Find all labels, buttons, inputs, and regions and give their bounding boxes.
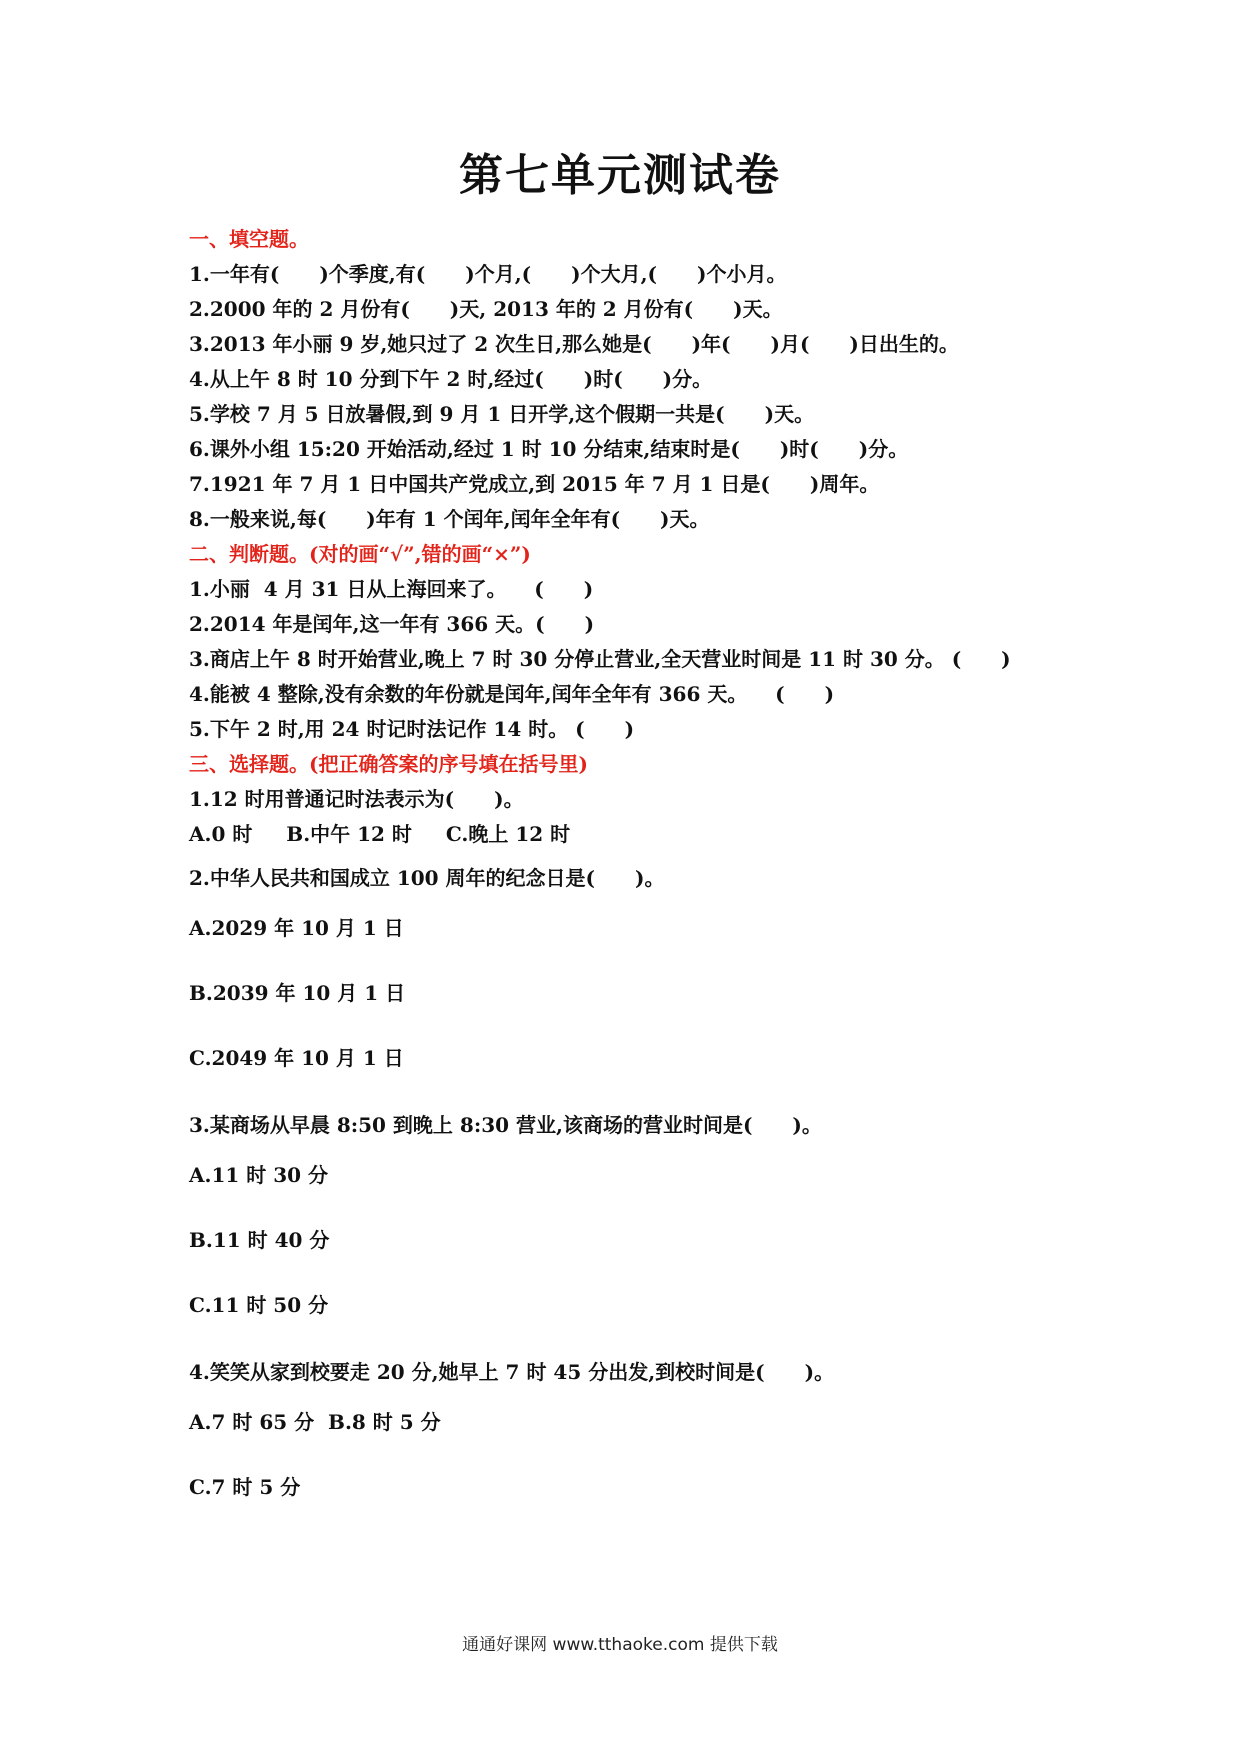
section-heading-fill-blank: 一、填空题。 (189, 227, 309, 251)
option-b: B.2039 年 10 月 1 日 (189, 981, 406, 1005)
option-c: C.11 时 50 分 (189, 1293, 329, 1317)
choice-question-1: 1.12 时用普通记时法表示为( )。 (189, 787, 524, 811)
fill-question-2: 2.2000 年的 2 月份有( )天, 2013 年的 2 月份有( )天。 (189, 297, 783, 321)
option-a: A.2029 年 10 月 1 日 (189, 916, 404, 940)
judge-question-5: 5.下午 2 时,用 24 时记时法记作 14 时。 ( ) (189, 717, 635, 741)
fill-question-8: 8.一般来说,每( )年有 1 个闰年,闰年全年有( )天。 (189, 507, 710, 531)
judge-question-2: 2.2014 年是闰年,这一年有 366 天。( ) (189, 612, 595, 636)
choice-question-3: 3.某商场从早晨 8:50 到晚上 8:30 营业,该商场的营业时间是( )。 (189, 1113, 822, 1137)
fill-question-1: 1.一年有( )个季度,有( )个月,( )个大月,( )个小月。 (189, 262, 787, 286)
option-a-b: A.7 时 65 分 B.8 时 5 分 (189, 1410, 441, 1434)
exam-content (189, 222, 1189, 1528)
section-heading-true-false: 二、判断题。(对的画“√”,错的画“×”) (189, 542, 531, 566)
choice-question-2-options (189, 904, 1189, 1099)
section-heading-choice: 三、选择题。(把正确答案的序号填在括号里) (189, 752, 588, 776)
choice-question-2: 2.中华人民共和国成立 100 周年的纪念日是( )。 (189, 866, 665, 890)
fill-question-3: 3.2013 年小丽 9 岁,她只过了 2 次生日,那么她是( )年( )月( )日出生的。 (189, 332, 959, 356)
judge-question-4: 4.能被 4 整除,没有余数的年份就是闰年,闰年全年有 366 天。 ( ) (189, 682, 835, 706)
fill-question-7: 7.1921 年 7 月 1 日中国共产党成立,到 2015 年 7 月 1 日是( )周年。 (189, 472, 880, 496)
choice-question-4: 4.笑笑从家到校要走 20 分,她早上 7 时 45 分出发,到校时间是( )。 (189, 1360, 835, 1384)
option-c: C.2049 年 10 月 1 日 (189, 1046, 404, 1070)
footer-credit: 通通好课网 www.tthaoke.com 提供下载 (462, 1635, 778, 1655)
option-c: C.7 时 5 分 (189, 1475, 301, 1499)
option-b: B.11 时 40 分 (189, 1228, 330, 1252)
page-title: 第七单元测试卷 (459, 150, 781, 201)
choice-question-3-options (189, 1151, 1189, 1346)
fill-question-5: 5.学校 7 月 5 日放暑假,到 9 月 1 日开学,这个假期一共是( )天。 (189, 402, 815, 426)
fill-question-4: 4.从上午 8 时 10 分到下午 2 时,经过( )时( )分。 (189, 367, 713, 391)
judge-question-1: 1.小丽 4 月 31 日从上海回来了。 ( ) (189, 577, 594, 601)
judge-question-3: 3.商店上午 8 时开始营业,晚上 7 时 30 分停止营业,全天营业时间是 11 时 30 分。 ( ) (189, 647, 1011, 671)
choice-question-1-options: A.0 时 B.中午 12 时 C.晚上 12 时 (189, 822, 571, 846)
fill-question-6: 6.课外小组 15:20 开始活动,经过 1 时 10 分结束,结束时是( )时( )分。 (189, 437, 909, 461)
choice-question-4-options (189, 1398, 1189, 1528)
option-a: A.11 时 30 分 (189, 1163, 329, 1187)
